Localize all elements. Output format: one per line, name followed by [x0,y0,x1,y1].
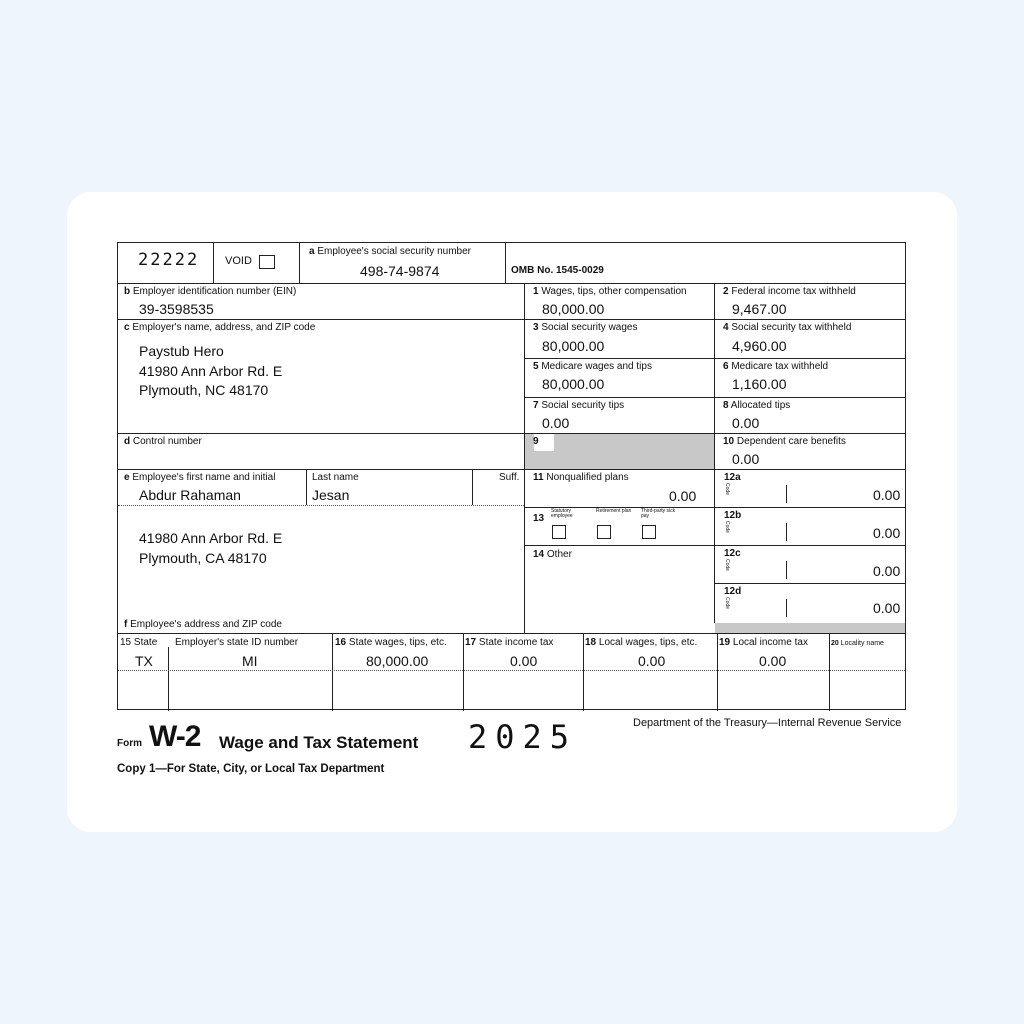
agency-name: Department of the Treasury—Internal Revenue Service [633,717,902,729]
dotted-line [118,670,905,671]
box-1-value[interactable]: 80,000.00 [542,301,605,317]
box-4-label: 4 Social security tax withheld [723,322,852,333]
box-10-value[interactable]: 0.00 [732,451,760,467]
box-c-label: c Employer's name, address, and ZIP code [124,322,316,333]
ein-value[interactable]: 39-3598535 [139,301,214,317]
box-2-value[interactable]: 9,467.00 [732,301,787,317]
grid-line [213,243,214,283]
box-12b-value[interactable]: 0.00 [873,525,901,541]
box-16-label: 16 State wages, tips, etc. [335,637,447,648]
state-value[interactable]: TX [135,653,153,669]
grid-line [714,283,715,623]
box-6-value[interactable]: 1,160.00 [732,376,787,392]
box-e-label: e Employee's first name and initial [124,472,276,483]
copy-designation: Copy 1—For State, City, or Local Tax Department [117,763,385,775]
form-title: Wage and Tax Statement [219,733,419,752]
employee-city[interactable]: Plymouth, CA 48170 [139,550,267,566]
box-b-label: b Employer identification number (EIN) [124,286,297,297]
box-12d-value[interactable]: 0.00 [873,600,901,616]
employer-city[interactable]: Plymouth, NC 48170 [139,382,269,398]
form-code: W-2 [149,720,201,753]
box-13-label: 13 [533,513,545,524]
box-6-label: 6 Medicare tax withheld [723,361,829,372]
omb-number: OMB No. 1545-0029 [511,265,604,276]
box-12a-label: 12a [724,472,741,483]
grid-line [118,283,905,284]
w2-form [117,242,906,710]
grid-line [118,633,905,634]
grid-line [463,633,464,711]
grid-line [786,599,787,617]
suffix-label: Suff. [499,472,520,483]
state-id-value[interactable]: MI [242,653,258,669]
grid-line [472,469,473,505]
grid-line [714,583,905,584]
box-5-value[interactable]: 80,000.00 [542,376,605,392]
box-17-label: 17 State income tax [465,637,554,648]
grid-line [786,561,787,579]
grid-line [118,433,905,434]
employer-name[interactable]: Paystub Hero [139,343,224,359]
box-12d-label: 12d [724,586,742,597]
box-18-label: 18 Local wages, tips, etc. [585,637,698,648]
box-15-label: 15 State [120,637,158,648]
code-label: Code [724,483,730,495]
box-f-label: f Employee's address and ZIP code [124,619,282,630]
last-name-label: Last name [312,472,359,483]
grid-line [168,647,169,711]
employee-address[interactable]: 41980 Ann Arbor Rd. E [139,530,283,546]
tax-year: 2025 [468,718,578,756]
box-2-label: 2 Federal income tax withheld [723,286,856,297]
box-5-label: 5 Medicare wages and tips [533,361,652,372]
state-id-label: Employer's state ID number [175,637,299,648]
box-3-value[interactable]: 80,000.00 [542,338,605,354]
grid-line [786,523,787,541]
shaded-strip [715,623,905,633]
box-7-label: 7 Social security tips [533,400,625,411]
grid-line [332,633,333,711]
form-word: Form [117,738,142,749]
grid-line [524,545,714,546]
box-20-label: 20 Locality name [831,640,884,647]
box-12c-label: 12c [724,548,741,559]
void-label: VOID [225,255,252,267]
employee-last-name[interactable]: Jesan [312,487,350,503]
grid-line [118,319,905,320]
third-party-label: Third-party sick pay [641,508,676,519]
box-7-value[interactable]: 0.00 [542,415,570,431]
code-label: Code [724,521,730,533]
box-12a-value[interactable]: 0.00 [873,487,901,503]
box-4-value[interactable]: 4,960.00 [732,338,787,354]
box-8-value[interactable]: 0.00 [732,415,760,431]
box-d-label: d Control number [124,436,202,447]
box-8-label: 8 Allocated tips [723,400,791,411]
third-party-checkbox[interactable] [642,525,656,539]
grid-line [583,633,584,711]
grid-line [299,243,300,283]
grid-line [714,545,905,546]
dotted-line [118,505,524,506]
grid-line [829,633,830,711]
box-12c-value[interactable]: 0.00 [873,563,901,579]
statutory-checkbox[interactable] [552,525,566,539]
box-11-label: 11 Nonqualified plans [533,472,629,483]
grid-line [505,243,506,283]
box-19-value[interactable]: 0.00 [759,653,787,669]
box-a-label: a Employee's social security number [309,246,471,257]
retirement-label: Retirement plan [596,508,632,514]
grid-line [306,469,307,505]
box-9-label: 9 [533,436,539,447]
box-14-label: 14 Other [533,549,572,560]
box-10-label: 10 Dependent care benefits [723,436,846,447]
box-12b-label: 12b [724,510,742,521]
retirement-checkbox[interactable] [597,525,611,539]
grid-line [118,469,905,470]
box-18-value[interactable]: 0.00 [638,653,666,669]
statutory-label: Statutory employee [551,508,573,519]
code-label: Code [724,597,730,609]
grid-line [717,633,718,711]
box-1-label: 1 Wages, tips, other compensation [533,286,687,297]
employee-first-name[interactable]: Abdur Rahaman [139,487,241,503]
box-11-value[interactable]: 0.00 [669,488,697,504]
box-3-label: 3 Social security wages [533,322,638,333]
grid-line [786,485,787,503]
void-checkbox[interactable] [259,255,275,269]
code-label: Code [724,559,730,571]
box-17-value[interactable]: 0.00 [510,653,538,669]
box-19-label: 19 Local income tax [719,637,808,648]
box-16-value[interactable]: 80,000.00 [366,653,429,669]
employer-address[interactable]: 41980 Ann Arbor Rd. E [139,363,283,379]
ssn-value[interactable]: 498-74-9874 [360,263,440,279]
control-code: 22222 [138,250,200,270]
